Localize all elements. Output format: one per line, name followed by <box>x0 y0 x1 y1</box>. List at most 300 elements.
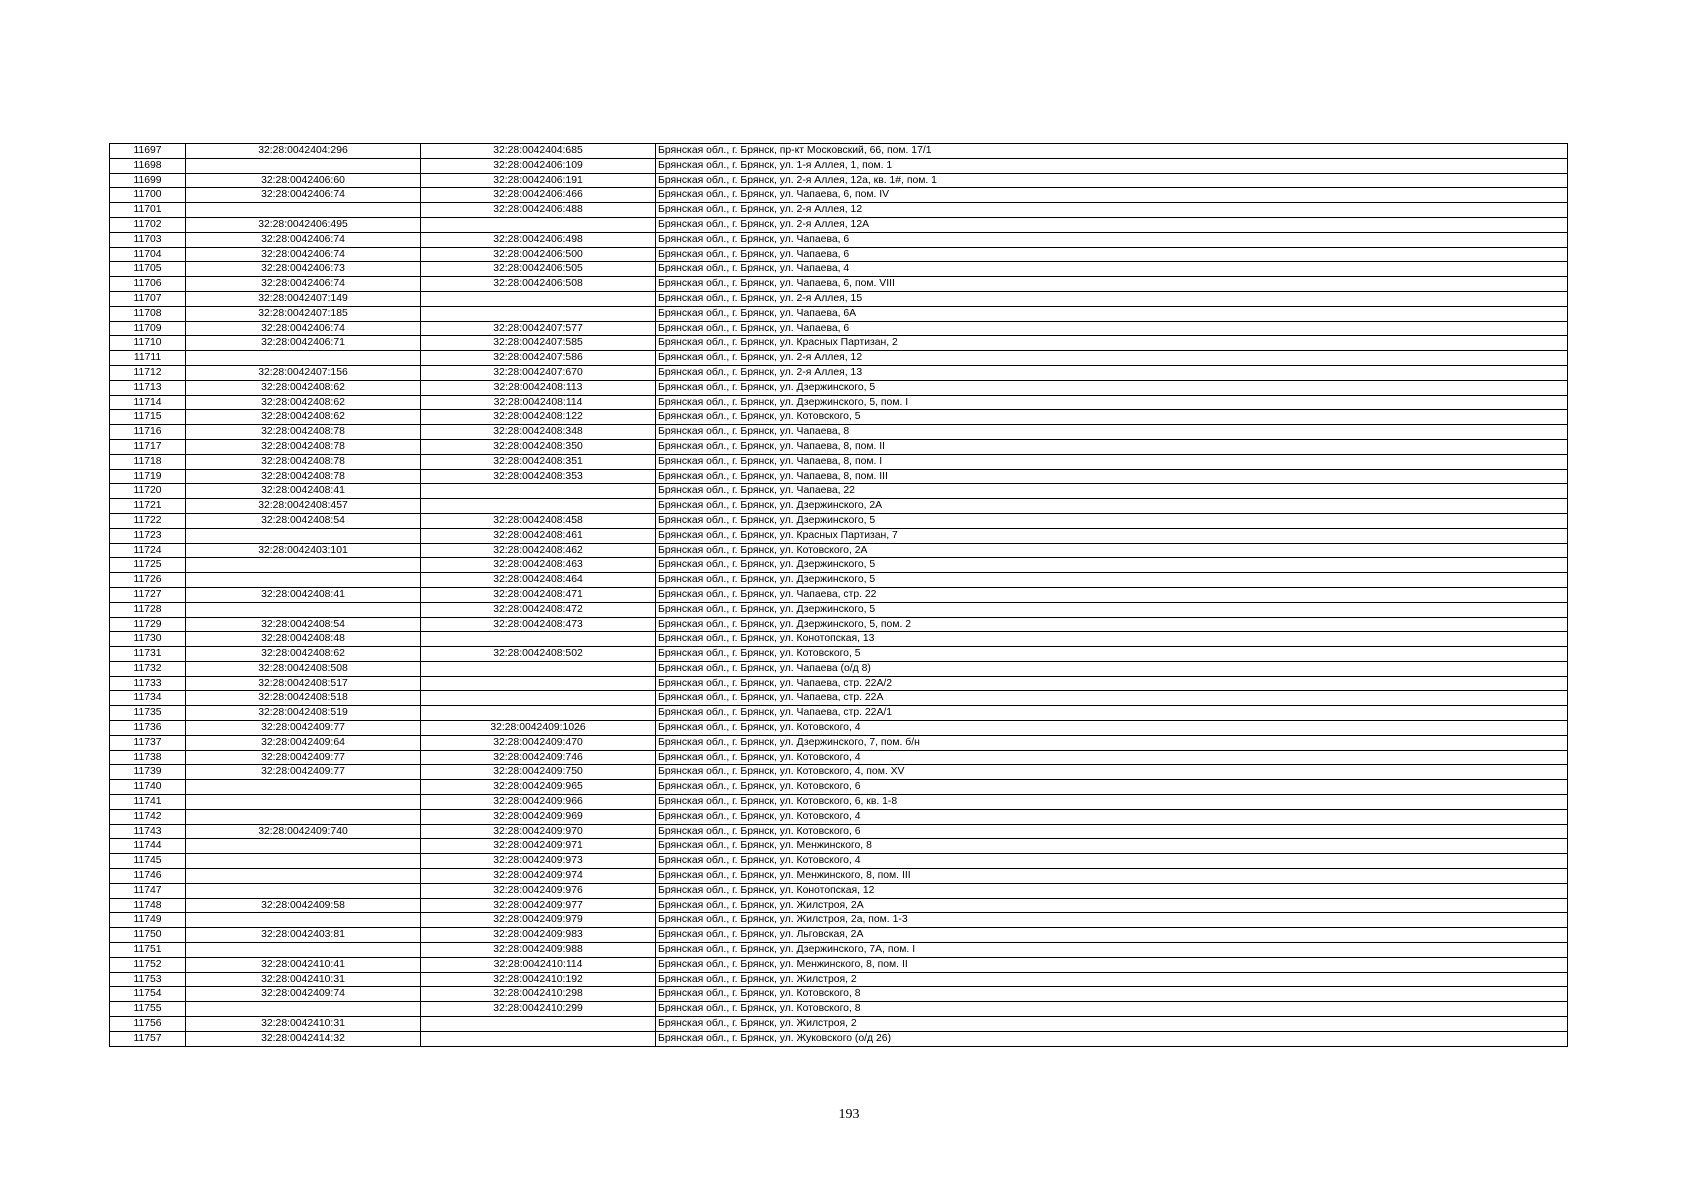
row-number-cell: 11706 <box>110 277 186 292</box>
row-number-cell: 11709 <box>110 321 186 336</box>
object-number-cell: 32:28:0042409:976 <box>421 883 656 898</box>
row-number-cell: 11739 <box>110 765 186 780</box>
object-number-cell: 32:28:0042408:463 <box>421 558 656 573</box>
row-number-cell: 11719 <box>110 469 186 484</box>
object-number-cell: 32:28:0042406:500 <box>421 247 656 262</box>
row-number-cell: 11757 <box>110 1031 186 1046</box>
row-number-cell: 11704 <box>110 247 186 262</box>
parcel-number-cell <box>186 839 421 854</box>
address-cell: Брянская обл., г. Брянск, ул. Дзержинского, 5 <box>656 602 1568 617</box>
address-cell: Брянская обл., г. Брянск, ул. Дзержинского, 5 <box>656 573 1568 588</box>
object-number-cell: 32:28:0042408:502 <box>421 647 656 662</box>
object-number-cell: 32:28:0042404:685 <box>421 144 656 159</box>
parcel-number-cell: 32:28:0042408:457 <box>186 499 421 514</box>
address-cell: Брянская обл., г. Брянск, ул. Жилстроя, 2А <box>656 898 1568 913</box>
row-number-cell: 11732 <box>110 661 186 676</box>
row-number-cell: 11701 <box>110 203 186 218</box>
parcel-number-cell <box>186 602 421 617</box>
parcel-number-cell: 32:28:0042408:508 <box>186 661 421 676</box>
parcel-number-cell <box>186 883 421 898</box>
table-row <box>110 217 1568 232</box>
address-cell: Брянская обл., г. Брянск, ул. Чапаева, 22 <box>656 484 1568 499</box>
table-row <box>110 913 1568 928</box>
address-cell: Брянская обл., г. Брянск, ул. Менжинского, 8, пом. III <box>656 869 1568 884</box>
address-cell: Брянская обл., г. Брянск, ул. Чапаева, 8, пом. I <box>656 454 1568 469</box>
table-row <box>110 928 1568 943</box>
parcel-number-cell: 32:28:0042403:101 <box>186 543 421 558</box>
table-row <box>110 380 1568 395</box>
object-number-cell: 32:28:0042409:965 <box>421 780 656 795</box>
table-row <box>110 721 1568 736</box>
row-number-cell: 11721 <box>110 499 186 514</box>
parcel-number-cell: 32:28:0042408:517 <box>186 676 421 691</box>
address-cell: Брянская обл., г. Брянск, ул. Дзержинского, 5, пом. I <box>656 395 1568 410</box>
table-row <box>110 558 1568 573</box>
address-cell: Брянская обл., г. Брянск, ул. Чапаева, 4 <box>656 262 1568 277</box>
parcel-number-cell <box>186 528 421 543</box>
address-cell: Брянская обл., г. Брянск, ул. Красных Партизан, 2 <box>656 336 1568 351</box>
table-row <box>110 839 1568 854</box>
address-cell: Брянская обл., г. Брянск, ул. Дзержинского, 2А <box>656 499 1568 514</box>
row-number-cell: 11723 <box>110 528 186 543</box>
address-cell: Брянская обл., г. Брянск, ул. Котовского, 8 <box>656 1002 1568 1017</box>
parcel-number-cell <box>186 809 421 824</box>
object-number-cell: 32:28:0042409:1026 <box>421 721 656 736</box>
table-row <box>110 795 1568 810</box>
parcel-number-cell: 32:28:0042408:78 <box>186 469 421 484</box>
object-number-cell: 32:28:0042408:464 <box>421 573 656 588</box>
table-row <box>110 247 1568 262</box>
row-number-cell: 11736 <box>110 721 186 736</box>
parcel-number-cell: 32:28:0042408:62 <box>186 380 421 395</box>
object-number-cell: 32:28:0042410:114 <box>421 957 656 972</box>
parcel-number-cell: 32:28:0042410:41 <box>186 957 421 972</box>
row-number-cell: 11716 <box>110 425 186 440</box>
address-cell: Брянская обл., г. Брянск, ул. Чапаева, 6 <box>656 321 1568 336</box>
address-cell: Брянская обл., г. Брянск, ул. Чапаева, 6А <box>656 306 1568 321</box>
table-row <box>110 513 1568 528</box>
object-number-cell: 32:28:0042409:971 <box>421 839 656 854</box>
address-cell: Брянская обл., г. Брянск, ул. Котовского, 5 <box>656 647 1568 662</box>
address-cell: Брянская обл., г. Брянск, ул. Чапаева (о/д 8) <box>656 661 1568 676</box>
table-row <box>110 587 1568 602</box>
parcel-number-cell: 32:28:0042408:78 <box>186 425 421 440</box>
parcel-number-cell: 32:28:0042409:740 <box>186 824 421 839</box>
address-cell: Брянская обл., г. Брянск, ул. Жилстроя, 2а, пом. 1-3 <box>656 913 1568 928</box>
parcel-number-cell: 32:28:0042406:74 <box>186 321 421 336</box>
object-number-cell <box>421 499 656 514</box>
row-number-cell: 11748 <box>110 898 186 913</box>
object-number-cell: 32:28:0042409:750 <box>421 765 656 780</box>
table-row <box>110 144 1568 159</box>
table-row <box>110 854 1568 869</box>
parcel-number-cell: 32:28:0042409:58 <box>186 898 421 913</box>
parcel-number-cell: 32:28:0042408:62 <box>186 647 421 662</box>
address-cell: Брянская обл., г. Брянск, ул. Чапаева, 8, пом. II <box>656 439 1568 454</box>
object-number-cell <box>421 306 656 321</box>
row-number-cell: 11726 <box>110 573 186 588</box>
address-cell: Брянская обл., г. Брянск, ул. Чапаева, 6 <box>656 232 1568 247</box>
object-number-cell: 32:28:0042409:966 <box>421 795 656 810</box>
row-number-cell: 11751 <box>110 943 186 958</box>
table-row <box>110 321 1568 336</box>
table-row <box>110 1002 1568 1017</box>
row-number-cell: 11710 <box>110 336 186 351</box>
parcel-number-cell: 32:28:0042406:73 <box>186 262 421 277</box>
address-cell: Брянская обл., г. Брянск, ул. Красных Партизан, 7 <box>656 528 1568 543</box>
row-number-cell: 11744 <box>110 839 186 854</box>
row-number-cell: 11703 <box>110 232 186 247</box>
table-row <box>110 173 1568 188</box>
address-cell: Брянская обл., г. Брянск, ул. Чапаева, 6, пом. VIII <box>656 277 1568 292</box>
table-row <box>110 691 1568 706</box>
registry-table <box>109 143 1568 1047</box>
address-cell: Брянская обл., г. Брянск, ул. Жилстроя, 2 <box>656 972 1568 987</box>
parcel-number-cell: 32:28:0042403:81 <box>186 928 421 943</box>
object-number-cell <box>421 291 656 306</box>
object-number-cell: 32:28:0042409:974 <box>421 869 656 884</box>
table-row <box>110 661 1568 676</box>
table-row <box>110 617 1568 632</box>
table-row <box>110 410 1568 425</box>
row-number-cell: 11754 <box>110 987 186 1002</box>
row-number-cell: 11727 <box>110 587 186 602</box>
parcel-number-cell: 32:28:0042407:185 <box>186 306 421 321</box>
parcel-number-cell <box>186 780 421 795</box>
object-number-cell <box>421 661 656 676</box>
row-number-cell: 11749 <box>110 913 186 928</box>
row-number-cell: 11722 <box>110 513 186 528</box>
row-number-cell: 11731 <box>110 647 186 662</box>
address-cell: Брянская обл., г. Брянск, ул. Котовского, 4 <box>656 809 1568 824</box>
parcel-number-cell: 32:28:0042406:74 <box>186 188 421 203</box>
object-number-cell: 32:28:0042406:488 <box>421 203 656 218</box>
object-number-cell <box>421 676 656 691</box>
object-number-cell: 32:28:0042409:470 <box>421 735 656 750</box>
object-number-cell: 32:28:0042408:122 <box>421 410 656 425</box>
address-cell: Брянская обл., г. Брянск, ул. Конотопская, 13 <box>656 632 1568 647</box>
parcel-number-cell: 32:28:0042408:78 <box>186 454 421 469</box>
address-cell: Брянская обл., г. Брянск, ул. Дзержинского, 5 <box>656 558 1568 573</box>
parcel-number-cell <box>186 869 421 884</box>
parcel-number-cell: 32:28:0042404:296 <box>186 144 421 159</box>
row-number-cell: 11738 <box>110 750 186 765</box>
parcel-number-cell: 32:28:0042407:149 <box>186 291 421 306</box>
object-number-cell: 32:28:0042408:461 <box>421 528 656 543</box>
table-row <box>110 528 1568 543</box>
registry-table-body <box>110 144 1568 1047</box>
row-number-cell: 11725 <box>110 558 186 573</box>
parcel-number-cell: 32:28:0042406:74 <box>186 232 421 247</box>
table-row <box>110 1031 1568 1046</box>
row-number-cell: 11756 <box>110 1017 186 1032</box>
address-cell: Брянская обл., г. Брянск, ул. Менжинского, 8, пом. II <box>656 957 1568 972</box>
row-number-cell: 11740 <box>110 780 186 795</box>
row-number-cell: 11700 <box>110 188 186 203</box>
table-row <box>110 484 1568 499</box>
object-number-cell: 32:28:0042409:746 <box>421 750 656 765</box>
row-number-cell: 11697 <box>110 144 186 159</box>
table-row <box>110 972 1568 987</box>
table-row <box>110 262 1568 277</box>
parcel-number-cell <box>186 943 421 958</box>
parcel-number-cell: 32:28:0042406:74 <box>186 277 421 292</box>
table-row <box>110 765 1568 780</box>
row-number-cell: 11755 <box>110 1002 186 1017</box>
object-number-cell: 32:28:0042408:458 <box>421 513 656 528</box>
address-cell: Брянская обл., г. Брянск, ул. 2-я Аллея, 12А <box>656 217 1568 232</box>
row-number-cell: 11724 <box>110 543 186 558</box>
table-row <box>110 809 1568 824</box>
row-number-cell: 11747 <box>110 883 186 898</box>
row-number-cell: 11728 <box>110 602 186 617</box>
parcel-number-cell: 32:28:0042406:495 <box>186 217 421 232</box>
address-cell: Брянская обл., г. Брянск, ул. Дзержинского, 7, пом. б/н <box>656 735 1568 750</box>
object-number-cell <box>421 691 656 706</box>
row-number-cell: 11750 <box>110 928 186 943</box>
table-row <box>110 306 1568 321</box>
table-row <box>110 365 1568 380</box>
object-number-cell <box>421 1031 656 1046</box>
address-cell: Брянская обл., г. Брянск, ул. Котовского, 6 <box>656 780 1568 795</box>
address-cell: Брянская обл., г. Брянск, ул. Чапаева, 8 <box>656 425 1568 440</box>
table-row <box>110 706 1568 721</box>
address-cell: Брянская обл., г. Брянск, ул. Жилстроя, 2 <box>656 1017 1568 1032</box>
object-number-cell: 32:28:0042406:466 <box>421 188 656 203</box>
row-number-cell: 11746 <box>110 869 186 884</box>
table-row <box>110 203 1568 218</box>
address-cell: Брянская обл., г. Брянск, пр-кт Московский, 66, пом. 17/1 <box>656 144 1568 159</box>
row-number-cell: 11733 <box>110 676 186 691</box>
object-number-cell: 32:28:0042408:114 <box>421 395 656 410</box>
parcel-number-cell: 32:28:0042406:71 <box>186 336 421 351</box>
row-number-cell: 11741 <box>110 795 186 810</box>
row-number-cell: 11713 <box>110 380 186 395</box>
object-number-cell: 32:28:0042406:498 <box>421 232 656 247</box>
table-row <box>110 291 1568 306</box>
parcel-number-cell: 32:28:0042407:156 <box>186 365 421 380</box>
address-cell: Брянская обл., г. Брянск, ул. Чапаева, 6, пом. IV <box>656 188 1568 203</box>
parcel-number-cell <box>186 913 421 928</box>
object-number-cell: 32:28:0042407:586 <box>421 351 656 366</box>
object-number-cell: 32:28:0042409:970 <box>421 824 656 839</box>
table-row <box>110 425 1568 440</box>
object-number-cell: 32:28:0042408:348 <box>421 425 656 440</box>
row-number-cell: 11745 <box>110 854 186 869</box>
address-cell: Брянская обл., г. Брянск, ул. 2-я Аллея, 12 <box>656 351 1568 366</box>
table-row <box>110 602 1568 617</box>
address-cell: Брянская обл., г. Брянск, ул. Чапаева, 8, пом. III <box>656 469 1568 484</box>
object-number-cell: 32:28:0042408:350 <box>421 439 656 454</box>
object-number-cell: 32:28:0042407:585 <box>421 336 656 351</box>
row-number-cell: 11730 <box>110 632 186 647</box>
address-cell: Брянская обл., г. Брянск, ул. Льговская, 2А <box>656 928 1568 943</box>
parcel-number-cell: 32:28:0042414:32 <box>186 1031 421 1046</box>
address-cell: Брянская обл., г. Брянск, ул. Чапаева, стр. 22А/1 <box>656 706 1568 721</box>
object-number-cell <box>421 484 656 499</box>
address-cell: Брянская обл., г. Брянск, ул. 1-я Аллея, 1, пом. 1 <box>656 158 1568 173</box>
row-number-cell: 11699 <box>110 173 186 188</box>
address-cell: Брянская обл., г. Брянск, ул. Чапаева, стр. 22 <box>656 587 1568 602</box>
table-row <box>110 1017 1568 1032</box>
row-number-cell: 11743 <box>110 824 186 839</box>
object-number-cell: 32:28:0042410:298 <box>421 987 656 1002</box>
object-number-cell: 32:28:0042408:353 <box>421 469 656 484</box>
table-row <box>110 735 1568 750</box>
address-cell: Брянская обл., г. Брянск, ул. Котовского, 8 <box>656 987 1568 1002</box>
table-row <box>110 395 1568 410</box>
table-row <box>110 943 1568 958</box>
parcel-number-cell <box>186 351 421 366</box>
parcel-number-cell <box>186 1002 421 1017</box>
object-number-cell: 32:28:0042407:577 <box>421 321 656 336</box>
object-number-cell: 32:28:0042409:969 <box>421 809 656 824</box>
parcel-number-cell: 32:28:0042409:74 <box>186 987 421 1002</box>
row-number-cell: 11711 <box>110 351 186 366</box>
object-number-cell: 32:28:0042408:473 <box>421 617 656 632</box>
object-number-cell: 32:28:0042410:299 <box>421 1002 656 1017</box>
table-row <box>110 573 1568 588</box>
parcel-number-cell: 32:28:0042408:78 <box>186 439 421 454</box>
object-number-cell: 32:28:0042408:351 <box>421 454 656 469</box>
object-number-cell: 32:28:0042409:977 <box>421 898 656 913</box>
parcel-number-cell: 32:28:0042409:77 <box>186 721 421 736</box>
address-cell: Брянская обл., г. Брянск, ул. Дзержинского, 5, пом. 2 <box>656 617 1568 632</box>
row-number-cell: 11752 <box>110 957 186 972</box>
parcel-number-cell: 32:28:0042409:77 <box>186 750 421 765</box>
object-number-cell: 32:28:0042409:979 <box>421 913 656 928</box>
address-cell: Брянская обл., г. Брянск, ул. Дзержинского, 7А, пом. I <box>656 943 1568 958</box>
object-number-cell: 32:28:0042408:471 <box>421 587 656 602</box>
object-number-cell: 32:28:0042409:973 <box>421 854 656 869</box>
address-cell: Брянская обл., г. Брянск, ул. Котовского, 4, пом. XV <box>656 765 1568 780</box>
table-row <box>110 987 1568 1002</box>
object-number-cell: 32:28:0042406:508 <box>421 277 656 292</box>
row-number-cell: 11735 <box>110 706 186 721</box>
object-number-cell <box>421 217 656 232</box>
address-cell: Брянская обл., г. Брянск, ул. Котовского, 5 <box>656 410 1568 425</box>
row-number-cell: 11707 <box>110 291 186 306</box>
object-number-cell: 32:28:0042408:113 <box>421 380 656 395</box>
address-cell: Брянская обл., г. Брянск, ул. Чапаева, стр. 22А <box>656 691 1568 706</box>
table-row <box>110 499 1568 514</box>
row-number-cell: 11753 <box>110 972 186 987</box>
table-row <box>110 824 1568 839</box>
page-number: 193 <box>838 1107 860 1122</box>
address-cell: Брянская обл., г. Брянск, ул. Чапаева, 6 <box>656 247 1568 262</box>
parcel-number-cell: 32:28:0042408:54 <box>186 513 421 528</box>
parcel-number-cell <box>186 854 421 869</box>
row-number-cell: 11729 <box>110 617 186 632</box>
parcel-number-cell: 32:28:0042408:519 <box>186 706 421 721</box>
address-cell: Брянская обл., г. Брянск, ул. Котовского, 2А <box>656 543 1568 558</box>
table-row <box>110 277 1568 292</box>
table-row <box>110 351 1568 366</box>
table-row <box>110 957 1568 972</box>
row-number-cell: 11714 <box>110 395 186 410</box>
parcel-number-cell: 32:28:0042408:41 <box>186 587 421 602</box>
table-row <box>110 869 1568 884</box>
table-row <box>110 898 1568 913</box>
object-number-cell: 32:28:0042406:109 <box>421 158 656 173</box>
object-number-cell: 32:28:0042408:462 <box>421 543 656 558</box>
table-row <box>110 632 1568 647</box>
row-number-cell: 11715 <box>110 410 186 425</box>
object-number-cell <box>421 632 656 647</box>
object-number-cell: 32:28:0042407:670 <box>421 365 656 380</box>
row-number-cell: 11708 <box>110 306 186 321</box>
address-cell: Брянская обл., г. Брянск, ул. Дзержинского, 5 <box>656 513 1568 528</box>
address-cell: Брянская обл., г. Брянск, ул. Жуковского (о/д 26) <box>656 1031 1568 1046</box>
row-number-cell: 11712 <box>110 365 186 380</box>
parcel-number-cell <box>186 795 421 810</box>
address-cell: Брянская обл., г. Брянск, ул. Дзержинского, 5 <box>656 380 1568 395</box>
row-number-cell: 11720 <box>110 484 186 499</box>
address-cell: Брянская обл., г. Брянск, ул. Котовского, 4 <box>656 721 1568 736</box>
parcel-number-cell <box>186 203 421 218</box>
object-number-cell: 32:28:0042409:988 <box>421 943 656 958</box>
table-row <box>110 454 1568 469</box>
table-row <box>110 543 1568 558</box>
parcel-number-cell: 32:28:0042406:60 <box>186 173 421 188</box>
parcel-number-cell: 32:28:0042409:77 <box>186 765 421 780</box>
address-cell: Брянская обл., г. Брянск, ул. 2-я Аллея, 12 <box>656 203 1568 218</box>
address-cell: Брянская обл., г. Брянск, ул. Котовского, 4 <box>656 854 1568 869</box>
table-row <box>110 336 1568 351</box>
table-row <box>110 188 1568 203</box>
table-row <box>110 158 1568 173</box>
parcel-number-cell: 32:28:0042410:31 <box>186 1017 421 1032</box>
parcel-number-cell: 32:28:0042406:74 <box>186 247 421 262</box>
object-number-cell <box>421 1017 656 1032</box>
parcel-number-cell: 32:28:0042408:41 <box>186 484 421 499</box>
parcel-number-cell: 32:28:0042408:48 <box>186 632 421 647</box>
address-cell: Брянская обл., г. Брянск, ул. Котовского, 6 <box>656 824 1568 839</box>
object-number-cell: 32:28:0042408:472 <box>421 602 656 617</box>
parcel-number-cell <box>186 573 421 588</box>
address-cell: Брянская обл., г. Брянск, ул. Чапаева, стр. 22А/2 <box>656 676 1568 691</box>
table-row <box>110 676 1568 691</box>
row-number-cell: 11737 <box>110 735 186 750</box>
parcel-number-cell: 32:28:0042408:62 <box>186 410 421 425</box>
object-number-cell: 32:28:0042410:192 <box>421 972 656 987</box>
address-cell: Брянская обл., г. Брянск, ул. 2-я Аллея, 15 <box>656 291 1568 306</box>
address-cell: Брянская обл., г. Брянск, ул. Менжинского, 8 <box>656 839 1568 854</box>
row-number-cell: 11734 <box>110 691 186 706</box>
address-cell: Брянская обл., г. Брянск, ул. Котовского, 6, кв. 1-8 <box>656 795 1568 810</box>
parcel-number-cell: 32:28:0042408:518 <box>186 691 421 706</box>
address-cell: Брянская обл., г. Брянск, ул. 2-я Аллея, 12а, кв. 1#, пом. 1 <box>656 173 1568 188</box>
address-cell: Брянская обл., г. Брянск, ул. Котовского, 4 <box>656 750 1568 765</box>
row-number-cell: 11702 <box>110 217 186 232</box>
table-row <box>110 439 1568 454</box>
address-cell: Брянская обл., г. Брянск, ул. Конотопская, 12 <box>656 883 1568 898</box>
row-number-cell: 11705 <box>110 262 186 277</box>
object-number-cell: 32:28:0042409:983 <box>421 928 656 943</box>
parcel-number-cell: 32:28:0042408:54 <box>186 617 421 632</box>
row-number-cell: 11698 <box>110 158 186 173</box>
table-row <box>110 469 1568 484</box>
row-number-cell: 11742 <box>110 809 186 824</box>
table-row <box>110 647 1568 662</box>
table-row <box>110 883 1568 898</box>
object-number-cell: 32:28:0042406:191 <box>421 173 656 188</box>
row-number-cell: 11718 <box>110 454 186 469</box>
table-row <box>110 780 1568 795</box>
row-number-cell: 11717 <box>110 439 186 454</box>
parcel-number-cell: 32:28:0042408:62 <box>186 395 421 410</box>
parcel-number-cell <box>186 158 421 173</box>
